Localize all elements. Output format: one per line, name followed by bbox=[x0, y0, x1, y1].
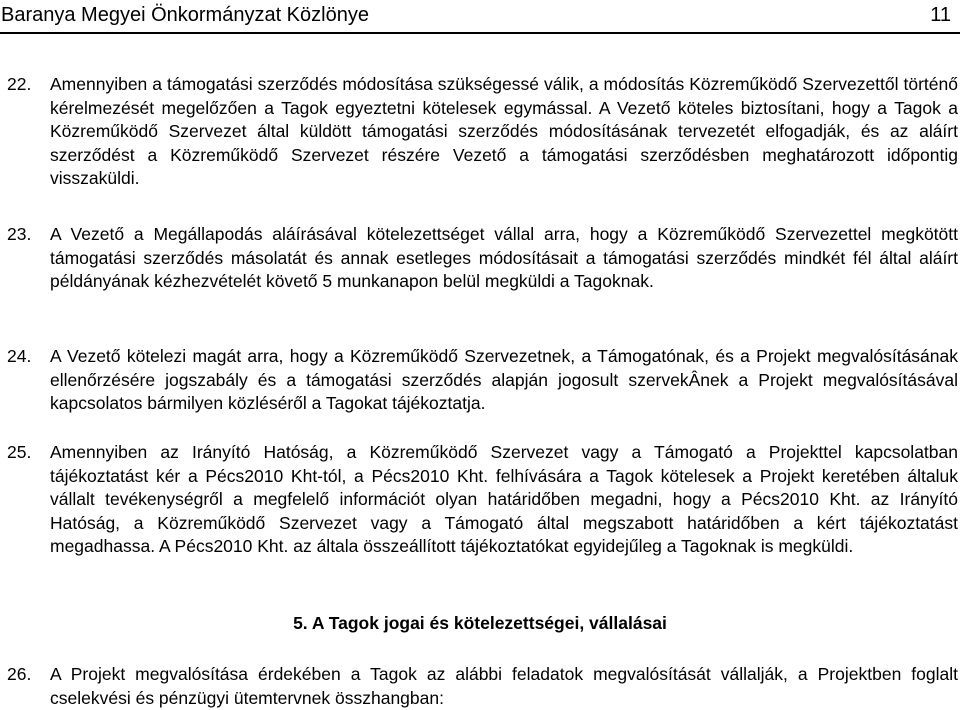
clause-24 bbox=[0, 345, 958, 416]
clause-number: 24. bbox=[7, 346, 32, 366]
clause-23 bbox=[0, 223, 958, 294]
page-header bbox=[0, 0, 960, 32]
clause-number: 22. bbox=[7, 74, 32, 94]
page-number: 11 bbox=[930, 4, 951, 26]
clause-26 bbox=[0, 663, 958, 710]
clause-text: Amennyiben az Irányító Hatóság, a Közreműködő Szervezet vagy a Támogató a Projekttel kapcsolatban tájékoztatást kér a Pécs2010 Kht-tól, a Pécs2010 Kht. felhívására a Tagok kötelesek a Projekt keretében általuk vállalt tevékenységről a megfelelő információt olyan határidőben megadni, hogy a Pécs2010 Kht. az Irányító Hatóság, a Közreműködő Szervezet vagy a Támogató által megszabott határidőben a kért tájékoztatást megadhassa. A Pécs2010 Kht. az általa összeállított tájékoztatókat egyidejűleg a Tagoknak is megküldi. bbox=[50, 442, 958, 556]
clause-text: Amennyiben a támogatási szerződés módosítása szükségessé válik, a módosítás Közreműködő Szervezettől történő kérelmezését megelőzően a Tagok egyeztetni kötelesek egymással. A Vezető köteles biztosítani, hogy a Tagok a Közreműködő Szervezet által küldött támogatási szerződés módosításának tervezetét elfogadják, és az aláírt szerződést a Közreműködő Szervezet részére Vezető a támogatási szerződésben meghatározott időpontig visszaküldi. bbox=[50, 74, 958, 188]
clause-22 bbox=[0, 73, 958, 191]
clause-text: A Projekt megvalósítása érdekében a Tagok az alábbi feladatok megvalósítását vállalják, a Projektben foglalt cselekvési és pénzügyi ütemtervnek összhangban: bbox=[50, 664, 958, 708]
section-heading: 5. A Tagok jogai és kötelezettségei, vállalásai bbox=[293, 613, 667, 633]
clause-text: A Vezető a Megállapodás aláírásával kötelezettséget vállal arra, hogy a Közreműködő Szervezettel megkötött támogatási szerződés másolatát és annak esetleges módosításait a támogatási szerződés mindkét fél által aláírt példányának kézhezvételét követő 5 munkanapon belül megküldi a Tagoknak. bbox=[50, 224, 958, 291]
gazette-title: Baranya Megyei Önkormányzat Közlönye bbox=[1, 4, 369, 26]
clause-number: 26. bbox=[7, 664, 32, 684]
clause-number: 23. bbox=[7, 224, 32, 244]
clause-text: A Vezető kötelezi magát arra, hogy a Közreműködő Szervezetnek, a Támogatónak, és a Projekt megvalósításának ellenőrzésére jogszabály és a támogatási szerződés alapján jogosult szervekÂnek a Projekt megvalósításával kapcsolatos bármilyen közléséről a Tagokat tájékoztatja. bbox=[50, 346, 958, 413]
clause-number: 25. bbox=[7, 442, 32, 462]
clause-25 bbox=[0, 441, 958, 559]
header-divider bbox=[0, 32, 960, 34]
